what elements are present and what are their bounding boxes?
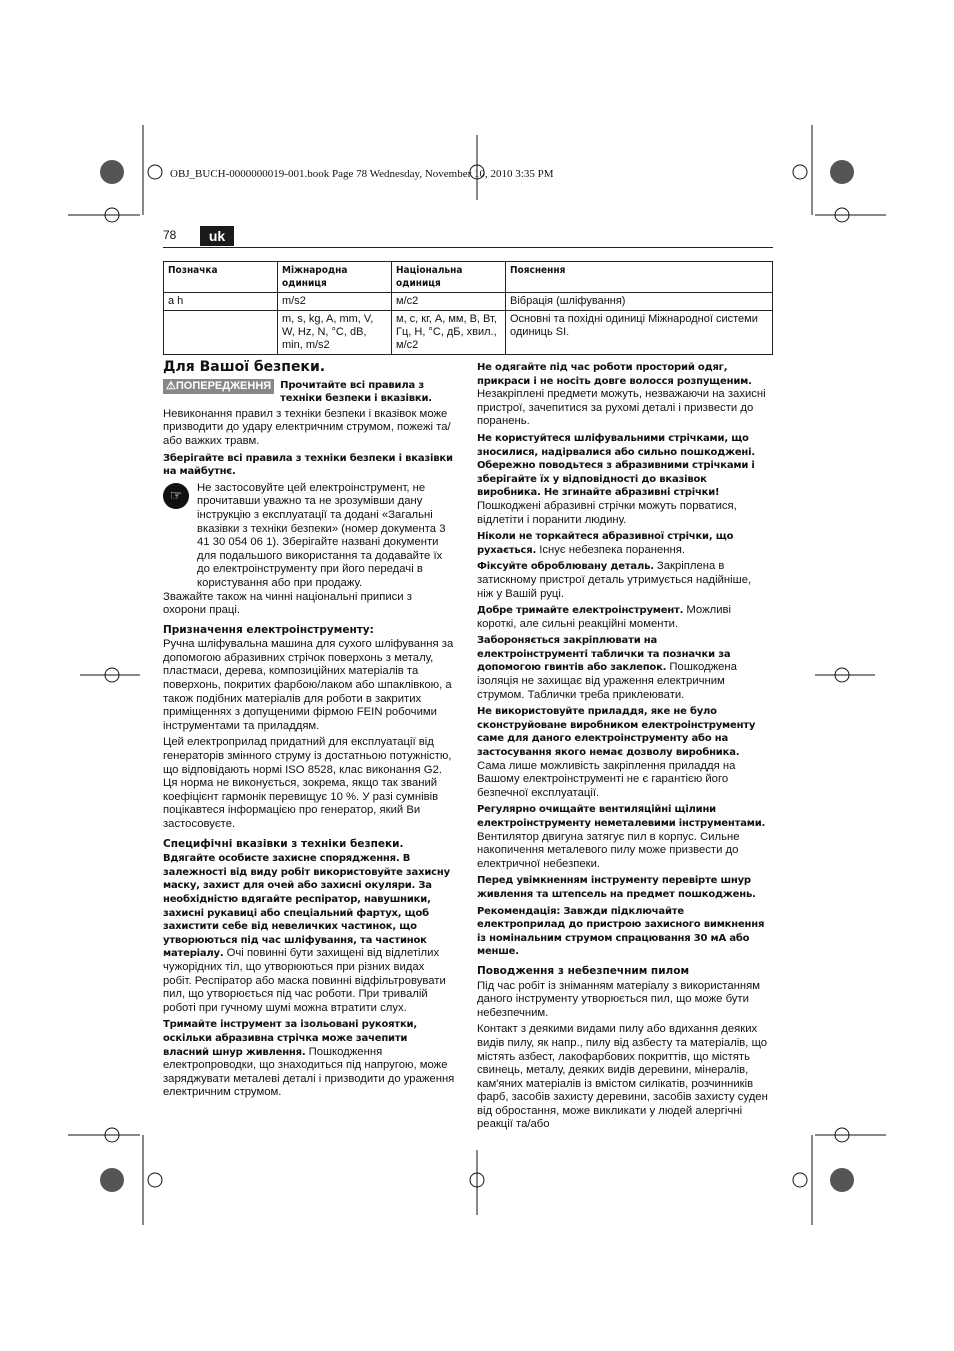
read-manual-icon: ☞ xyxy=(163,483,189,509)
table-header: Позначка xyxy=(164,262,278,293)
table-cell xyxy=(164,311,278,355)
table-header: Міжнародна одиниця xyxy=(278,262,392,293)
paragraph: Не використовуйте приладдя, яке не було сконструйоване виробником електроінструменту саме для даного електроінструменту або на застосування якого немає дозволу виробника. Сама лише можливість закріплення приладдя на Вашому електроінструменті не є гарантією його безпечної експлуатації. xyxy=(477,706,756,799)
paragraph: Не одягайте під час роботи просторий одяг, прикраси і не носіть довге волосся розпущеним. Незакріплені предмети можуть, незважаючи на захисні пристрої, зачепитися за рухомі деталі і призвести до поранень. xyxy=(477,362,766,428)
warning-label: ⚠ПОПЕРЕДЖЕННЯ xyxy=(163,379,274,395)
table-cell: м, с, кг, А, мм, В, Вт, Гц, Н, °C, дБ, хвил., м/с2 xyxy=(392,311,506,355)
paragraph: Зважайте також на чинні національні приписи з охорони праці. xyxy=(163,590,412,617)
warning-icon: ⚠ xyxy=(166,379,176,392)
table-header: Національна одиниця xyxy=(392,262,506,293)
paragraph: Ручна шліфувальна машина для сухого шліфування за допомогою абразивних стрічок поверхонь з металу, пластмаси, дерева, композиційних матеріалів та поверхонь, покритих фарбою/лаком або шпаклівкою, а також подібних матеріалів для роботи в закритих приміщеннях з допущеними фірмою FEIN робочими інструментами та приладдям. xyxy=(163,638,454,732)
header-rule xyxy=(163,247,773,248)
table-cell: Вібрація (шліфування) xyxy=(506,293,773,311)
warning-text: Прочитайте всі правила з техніки безпеки і вказівки. xyxy=(280,379,432,405)
table-row xyxy=(164,311,773,355)
language-tag: uk xyxy=(200,226,234,246)
paragraph: Тримайте інструмент за ізольовані рукоятки, оскільки абразивна стрічка може зачепити власний шнур живлення. Пошкодження електропроводки, що знаходиться під напругою, може заряджувати металеві деталі і призводити до ураження електричним струмом. xyxy=(163,1019,455,1099)
paragraph: Вдягайте особисте захисне спорядження. В залежності від виду робіт використовуйте захисну маску, захист для очей або захисні окуляри. За необхідністю вдягайте респіратор, навушники, захисні рукавиці або спеціальний фартух, щоб захистити себе від невеличких частинок, що утворюються під час шліфування, та частинок матеріалу. Очі повинні бути захищені від відлетілих чужорідних тіл, що утворюються при різних видах робіт. Респіратор або маска повинні відфільтровувати пил, що утворюється під час роботи. При тривалій роботі при гучному шумі можна втратити слух. xyxy=(163,853,450,1014)
paragraph-bold: Зберігайте всі правила з техніки безпеки і вказівки на майбутнє. xyxy=(163,452,453,478)
warning-block xyxy=(163,379,456,406)
paragraph: Цей електроприлад придатний для експлуатації від генераторів змінного струму із достатньою потужністю, що відповідають нормі ISO 8528, клас виконання G2. Ця норма не виконується, зокрема, якщо так званий коефіцієнт гармонік перевищує 10 %. У разі сумнівів поцікавтеся інформацією про генератор, який Ви застосовуєте. xyxy=(163,736,452,830)
table-cell: m/s2 xyxy=(278,293,392,311)
paragraph: Забороняється закріплювати на електроінструменті таблички та позначки за допомогою гвинтів або заклепок. Пошкоджена ізоляція не захищає від ураження електричним струмом. Таблички треба приклеювати. xyxy=(477,635,737,701)
paragraph-bold: Перед увімкненням інструменту перевірте шнур живлення та штепсель на предмет пошкоджень. xyxy=(477,875,756,900)
read-instructions-block xyxy=(163,482,456,591)
paragraph: Не застосовуйте цей електроінструмент, не прочитавши уважно та не зрозумівши дану інструкцію з експлуатації та додані «Загальні вказівки з техніки безпеки» (номер документа 3 41 30 054 06 1). Зберігайте названі документи для подальшого використання та додавайте їх до електроінструменту при його передачі в користування або при продажу. xyxy=(197,481,446,589)
subheading: Призначення електроінструменту: xyxy=(163,623,374,636)
table-header: Пояснення xyxy=(506,262,773,293)
table-header-row xyxy=(164,262,773,293)
table-cell: м/с2 xyxy=(392,293,506,311)
paragraph: Контакт з деякими видами пилу або вдихання деяких видів пилу, як напр., пилу від азбесту та матеріалів, що містять азбест, лакофарбових покриттів, що містять свинець, металу, деяких видів деревини, мінералів, кам'яних матеріалів із вмістом силікатів, розчинників фарб, засобів захисту деревини, засобів захисту суден від обростання, може викликати у людей алергічні реакції та/або xyxy=(477,1023,768,1131)
paragraph: Регулярно очищайте вентиляційні щілини електроінструменту неметалевими інструментами. Вентилятор двигуна затягує пил в корпус. Сильне накопичення металевого пилу може призвести до електричної небезпеки. xyxy=(477,804,766,870)
paragraph-bold: Рекомендація: Завжди підключайте електроприлад до пристрою захисного вимкнення із номінальним струмом спрацювання 30 мА або менше. xyxy=(477,905,765,958)
paragraph: Не користуйтеся шліфувальними стрічками, що зносилися, надірвалися або сильно пошкоджені. Обережно поводьтеся з абразивними стрічками і зберігайте їх у відповідності до вказівок виробника. Не згинайте абразивні стрічки! Пошкоджені абразивні стрічки можуть порватися, відлетіти і поранити людину. xyxy=(477,432,755,526)
table-row xyxy=(164,293,773,311)
paragraph: Ніколи не торкайтеся абразивної стрічки, що рухається. Існує небезпека поранення. xyxy=(477,531,734,556)
subheading: Специфічні вказівки з техніки безпеки. xyxy=(163,837,404,850)
left-column xyxy=(163,361,456,1103)
table-cell: a h xyxy=(164,293,278,311)
subheading: Поводження з небезпечним пилом xyxy=(477,964,690,977)
units-table xyxy=(163,261,773,355)
page-number: 78 xyxy=(163,228,177,242)
paragraph: Під час робіт із зніманням матеріалу з використанням даного інструменту утворюється пил, що може бути небезпечним. xyxy=(477,979,760,1019)
table-cell: Основні та похідні одиниці Міжнародної системи одиниць SI. xyxy=(506,311,773,355)
file-header: OBJ_BUCH-0000000019-001.book Page 78 Wednesday, November 10, 2010 3:35 PM xyxy=(170,168,554,180)
section-title: Для Вашої безпеки. xyxy=(163,359,326,375)
table-cell: m, s, kg, A, mm, V, W, Hz, N, °C, dB, min, m/s2 xyxy=(278,311,392,355)
paragraph: Невиконання правил з техніки безпеки і вказівок може призводити до удару електричним струмом, пожежі та/або важких травм. xyxy=(163,407,451,447)
right-column xyxy=(477,361,770,1135)
paragraph: Фіксуйте оброблювану деталь. Закріплена в затискному пристрої деталь утримується надійніше, ніж у Вашій руці. xyxy=(477,560,752,600)
paragraph: Добре тримайте електроінструмент. Можливі короткі, але сильні реакційні моменти. xyxy=(477,604,732,630)
